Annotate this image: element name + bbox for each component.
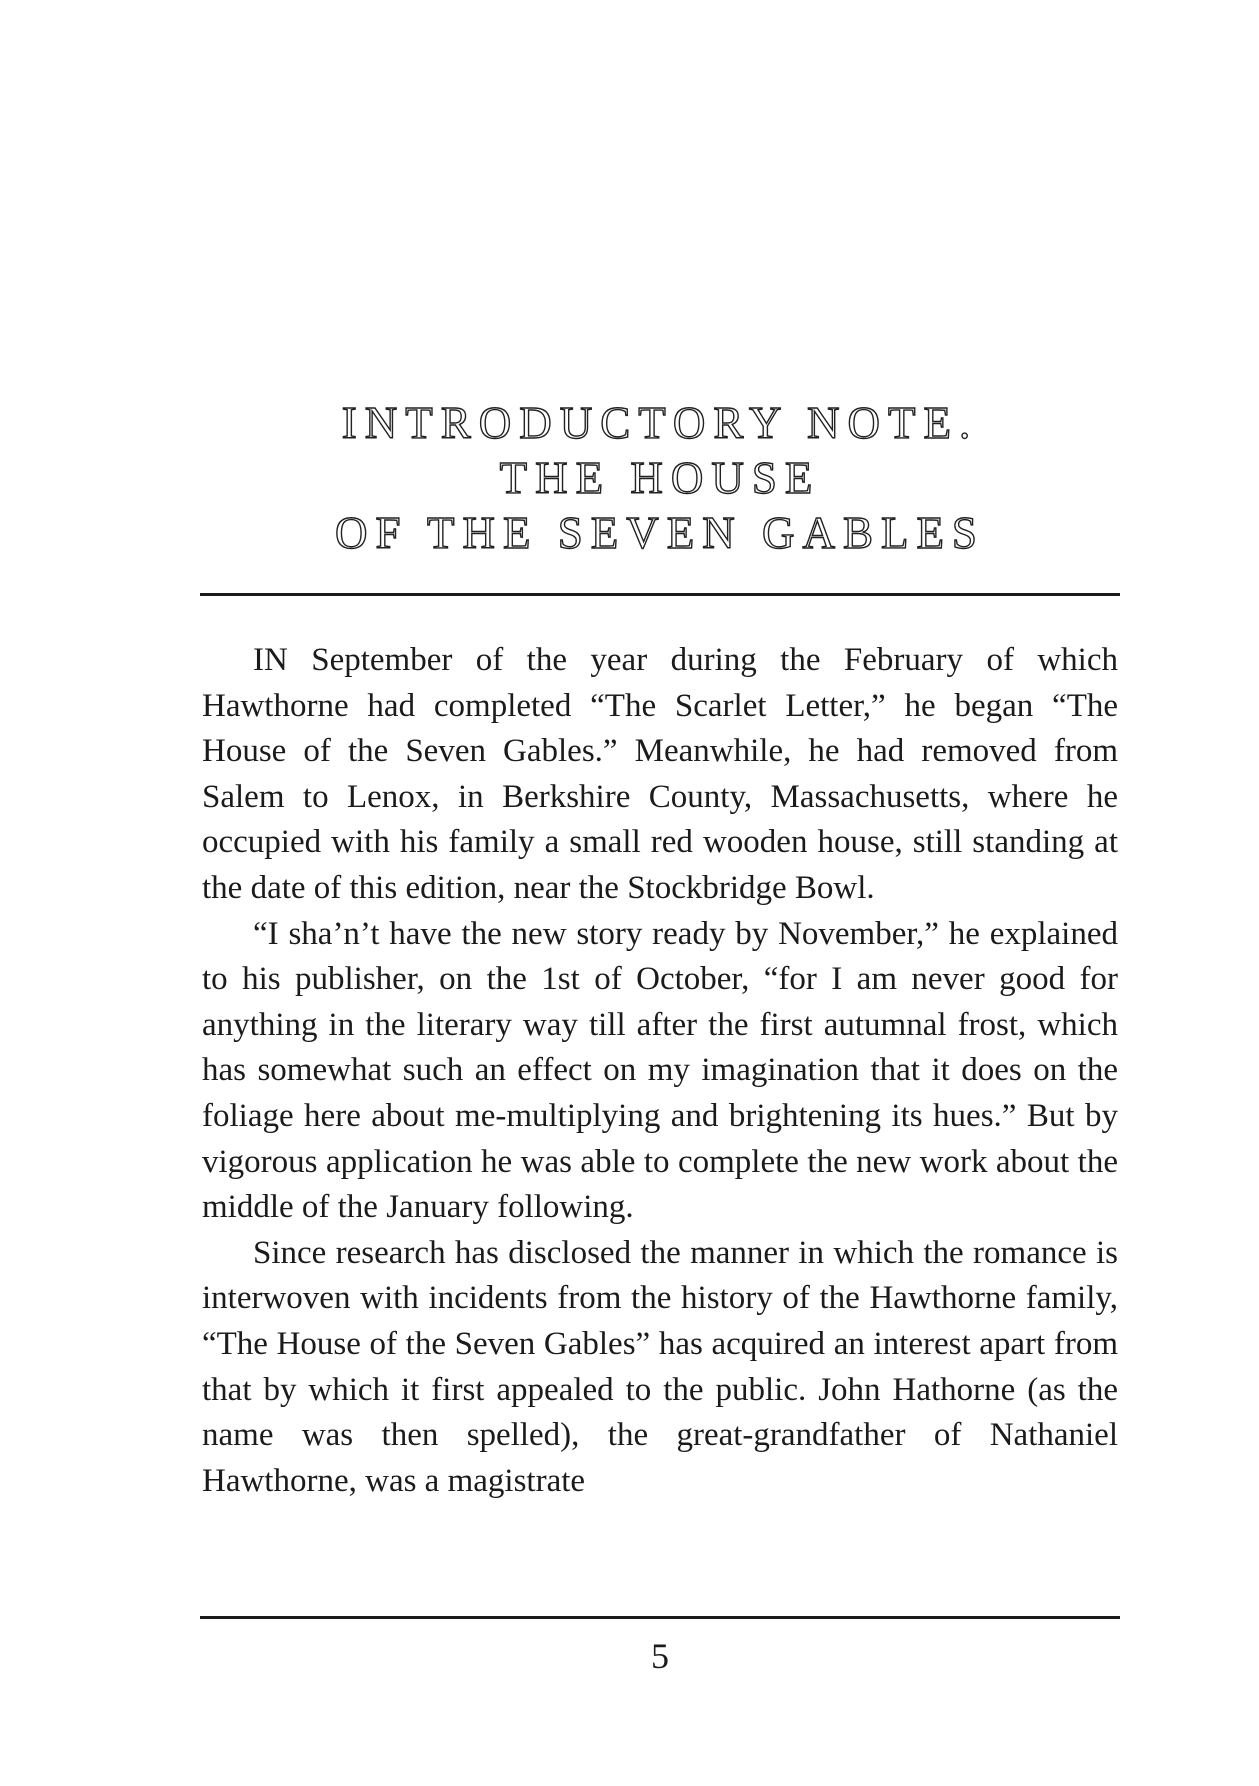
chapter-title	[200, 396, 1120, 561]
chapter-title-line-2: THE HOUSE	[499, 453, 821, 503]
body-text	[202, 638, 1118, 1504]
paragraph-3: Since research has disclosed the manner in which the romance is interwoven with incidents from the history of the Hawthorne family, “The House of the Seven Gables” has acquired an interest apart from that by which it first appealed to the public. John Hathorne (as the name was then spelled), the great-grandfather of Nathaniel Hawthorne, was a magistrate	[202, 1234, 1118, 1499]
chapter-title-line-3: OF THE SEVEN GABLES	[335, 508, 985, 558]
page-number: 5	[651, 1636, 669, 1676]
chapter-title-line-1: INTRODUCTORY NOTE.	[341, 398, 979, 448]
paragraph-2: “I sha’n’t have the new story ready by November,” he explained to his publisher, on the 1st of October, “for I am never good for anything in the literary way till after the first autumnal frost, which has somewhat such an effect on my imagination that it does on the foliage here about me-multiplying and brightening its hues.” But by vigorous application he was able to complete the new work about the middle of the January following.	[202, 915, 1118, 1226]
title-divider	[200, 593, 1120, 596]
footer-divider	[200, 1616, 1120, 1619]
paragraph-1: IN September of the year during the February of which Hawthorne had completed “The Scarlet Letter,” he began “The House of the Seven Gables.” Meanwhile, he had removed from Salem to Lenox, in Berkshire County, Massachusetts, where he occupied with his family a small red wooden house, still standing at the date of this edition, near the Stockbridge Bowl.	[202, 642, 1118, 906]
